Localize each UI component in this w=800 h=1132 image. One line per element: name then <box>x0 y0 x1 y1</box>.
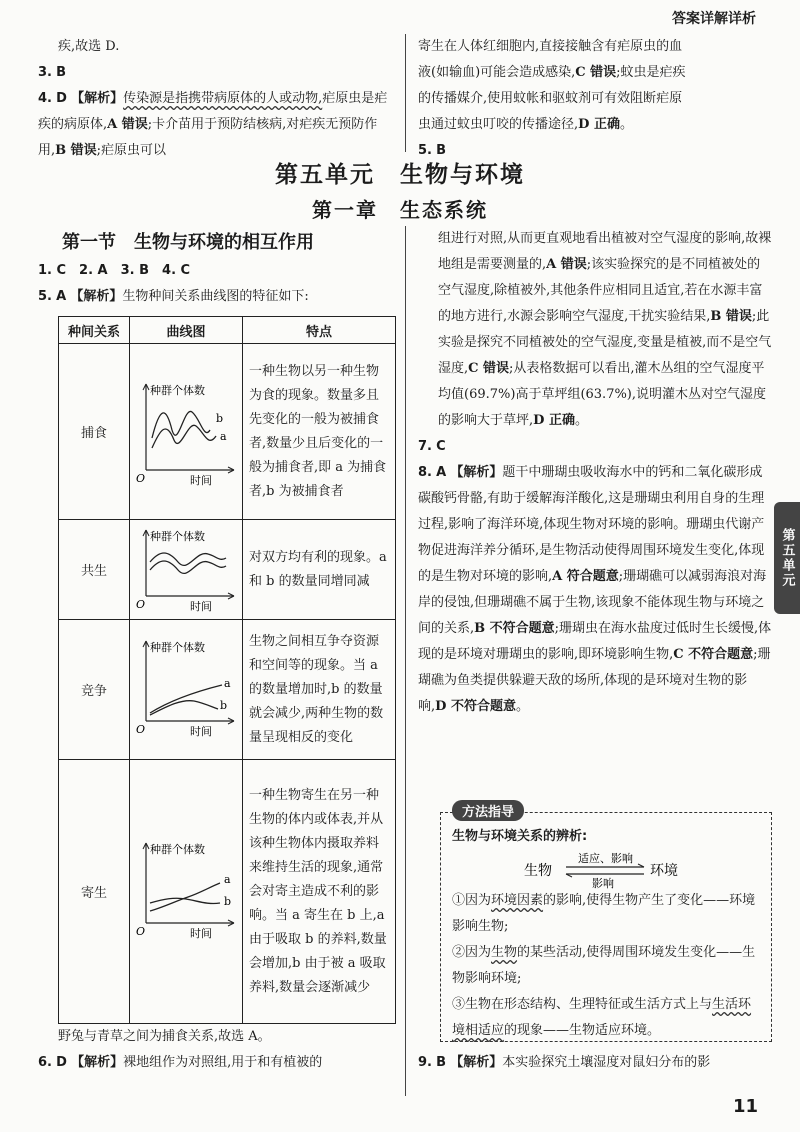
table-row <box>59 344 396 520</box>
table-row <box>59 760 396 1024</box>
chart-cell <box>130 620 243 760</box>
answer-letter: B <box>436 143 447 158</box>
explanation-text: 液(如输血)可能会造成感染, <box>418 65 576 80</box>
answer-letter: B <box>436 1055 447 1070</box>
q-number: 8. <box>418 465 432 480</box>
header-cell: 种间关系 <box>59 317 130 344</box>
feature-cell: 一种生物以另一种生物为食的现象。数量多且先变化的一般为被捕食者,数量少且后变化的一般为捕食者,即 a 为捕食者,b 为被捕食者 <box>243 344 396 520</box>
explanation-text: ;珊瑚礁可以减弱海浪对海岸的侵蚀,但珊瑚礁不属于生物,该现象不能体现生物与环境之间的关系, <box>418 569 767 636</box>
answer-9-block <box>418 1050 772 1076</box>
top-right-continuation <box>418 34 772 164</box>
verdict: A 符合题意 <box>552 569 619 584</box>
answer-6 <box>38 1050 392 1076</box>
q-number: 6. <box>38 1055 52 1070</box>
verdict: D 不符合题意 <box>435 699 516 714</box>
explanation-text: ;疟原虫可以 <box>96 143 167 158</box>
curve-label-b: b <box>216 411 224 425</box>
origin-label: O <box>136 597 146 611</box>
explanation-line <box>418 60 772 86</box>
q-number: 5. <box>418 143 432 158</box>
top-left-continuation <box>38 34 392 164</box>
explanation-line <box>418 112 772 138</box>
explanation-text: ;从表格数据可以看出,灌木丛组的空气湿度平均值(69.7%)高于草坪组(63.7%),说明灌木丛对空气湿度的影响大于草坪, <box>438 361 767 428</box>
q-number: 3. <box>38 65 52 80</box>
curve-label-a: a <box>224 872 231 886</box>
verdict: A 错误 <box>546 257 587 272</box>
curve-label-b: b <box>220 698 228 712</box>
explanation-text: ;该实验探究的是不同植被处的空气湿度,除植被外,其他条件应相同且适宜,若在水源丰富的地方进行,水源会影响空气湿度,干扰实验结果, <box>438 257 763 324</box>
curve-b <box>150 898 220 903</box>
origin-label: O <box>136 471 146 485</box>
column-divider <box>405 34 406 152</box>
answer-letter: B <box>56 65 67 80</box>
chart-cell <box>130 520 243 620</box>
explanation-text: 裸地组作为对照组,用于和有植被的 <box>123 1055 323 1070</box>
q6-continued <box>418 226 772 434</box>
arrow-top-label: 适应、影响 <box>578 852 633 865</box>
item-keyword: 生活环境相适应 <box>452 997 752 1038</box>
x-axis-label: 时间 <box>190 724 212 738</box>
explanation-text: 本实验探究土壤湿度对鼠妇分布的影 <box>502 1055 711 1070</box>
item-text: ①因为 <box>452 893 492 908</box>
q-number: 5. <box>38 289 52 304</box>
item-keyword: 生物 <box>491 945 518 960</box>
answer-9 <box>418 1050 772 1076</box>
diagram-left-label: 生物 <box>524 863 552 879</box>
mutualism-curve-chart <box>130 522 242 614</box>
origin-label: O <box>136 722 146 736</box>
method-heading: 生物与环境关系的辨析: <box>452 829 588 844</box>
curve-b <box>152 411 210 438</box>
curve-label-a: a <box>224 676 231 690</box>
chapter-title: 第一章 生态系统 <box>312 198 488 222</box>
relation-table <box>58 316 396 1024</box>
q-number: 4. <box>38 91 52 106</box>
explanation-text: 题干中珊瑚虫吸收海水中的钙和二氧化碳形成碳酸钙骨骼,有助于缓解海洋酸化,这是珊瑚虫利用自身的生理过程,影响了海洋环境,体现生物对环境的影响。珊瑚虫代谢产物促进海洋养分循环,是生物活动使得周围环境发生变化,体现的是生物对环境的影响, <box>418 465 765 584</box>
answer-letter: C <box>436 439 446 454</box>
explanation-text: 。 <box>574 413 588 428</box>
answer-8 <box>418 460 772 720</box>
item-text: ③生物在形态结构、生理特征或生活方式上与 <box>452 997 713 1012</box>
x-axis-label: 时间 <box>190 926 212 940</box>
left-column <box>38 258 392 310</box>
x-axis-label: 时间 <box>190 599 212 613</box>
item-text: ②因为 <box>452 945 492 960</box>
section-title: 第一节 生物与环境的相互作用 <box>62 232 314 253</box>
analysis-tag: 【解析】 <box>71 1055 124 1070</box>
page-header-title: 答案详解详析 <box>672 11 756 27</box>
explanation-text: ;珊瑚礁为鱼类提供躲避天敌的场所,体现的是环境对生物的影响, <box>418 647 771 714</box>
curve-a <box>150 553 226 565</box>
explanation-text: ;卡介苗用于预防 <box>147 117 244 132</box>
relation-name: 共生 <box>59 520 130 620</box>
parasitism-curve-chart <box>130 835 242 945</box>
answer-3 <box>38 60 392 86</box>
explanation-text: 。 <box>515 699 529 714</box>
header-cell: 曲线图 <box>130 317 243 344</box>
explanation-text: 组进行对照,从而更直观地看出植被对空气湿度的影响,故裸地组是需要测量的, <box>438 231 772 272</box>
curve-label-a: a <box>220 429 227 443</box>
y-axis-label: 种群个体数 <box>150 640 205 654</box>
verdict: C 错误 <box>468 361 510 376</box>
explanation-text: 虫通过蚊虫叮咬的传播途径, <box>418 117 579 132</box>
verdict: D 正确 <box>578 117 620 132</box>
y-axis-label: 种群个体数 <box>150 529 205 543</box>
y-axis-label: 种群个体数 <box>150 842 205 856</box>
feature-cell: 对双方均有利的现象。a 和 b 的数量同增同减 <box>243 520 396 620</box>
answer-7 <box>418 434 772 460</box>
explanation-text: 疟原虫是疟疾的病原体, <box>38 91 388 132</box>
conclusion-line: 野兔与青草之间为捕食关系,故选 A。 <box>58 1029 271 1044</box>
curve-label-b: b <box>224 894 232 908</box>
explanation-text: 结核病,对疟疾无预防作用, <box>38 117 378 158</box>
item-text: 的现象——生物适应环境。 <box>504 1023 661 1038</box>
explanation-text: ;珊瑚虫在海水盐度过低时生长缓慢,体现的是环境对珊瑚虫的影响,即环境影响生物, <box>418 621 772 662</box>
chart-cell <box>130 344 243 520</box>
feature-cell: 一种生物寄生在另一种生物的体内或体表,并从该种生物体内摄取养料来维持生活的现象,通常会对寄主造成不利的影响。当 a 寄生在 b 上,a 由于吸取 b 的养料,数量会增加,b 由于被 a 吸取养料,数量会逐渐减少 <box>243 760 396 1024</box>
answer-letter: A <box>56 289 67 304</box>
relation-name: 寄生 <box>59 760 130 1024</box>
relation-name: 竞争 <box>59 620 130 760</box>
left-column-bottom <box>38 1024 392 1076</box>
method-items <box>452 888 764 1044</box>
explanation-text: 。 <box>619 117 633 132</box>
verdict: B 错误 <box>710 309 752 324</box>
curve-a <box>150 685 222 713</box>
answer-letter: D <box>56 91 67 106</box>
chart-cell <box>130 760 243 1024</box>
unit-side-tab: 第五单元 <box>774 502 800 614</box>
verdict: C 错误 <box>575 65 617 80</box>
verdict: C 不符合题意 <box>673 647 754 662</box>
origin-label: O <box>136 924 146 938</box>
answer-letter: D <box>56 1055 67 1070</box>
answer-5-left <box>38 284 392 310</box>
column-divider <box>405 226 406 1096</box>
item-text: 的某些活动,使得周围环境发生变化——生物影响环境; <box>452 945 756 986</box>
feature-cell: 生物之间相互争夺资源和空间等的现象。当 a 的数量增加时,b 的数量就会减少,两种生物的数量呈现相反的变化 <box>243 620 396 760</box>
verdict: A 错误 <box>107 117 148 132</box>
method-guide-title: 方法指导 <box>452 800 524 821</box>
table-row <box>59 620 396 760</box>
x-axis-label: 时间 <box>190 473 212 487</box>
method-item-1 <box>452 888 764 940</box>
y-axis-label: 种群个体数 <box>150 383 205 397</box>
verdict: B 错误 <box>55 143 97 158</box>
arrow-bottom-label: 影响 <box>592 877 614 890</box>
table-row <box>59 520 396 620</box>
answers-line: 1. C 2. A 3. B 4. C <box>38 263 191 278</box>
item-text: 的影响,使得生物产生了变化——环境影响生物; <box>452 893 756 934</box>
curve-a <box>152 425 216 448</box>
table-header-row <box>59 317 396 344</box>
continuation-line: 疾,故选 D. <box>58 39 120 54</box>
verdict: B 不符合题意 <box>474 621 555 636</box>
explanation-line: 的传播媒介,使用蚊帐和驱蚊剂可有效阻断疟原 <box>418 91 683 106</box>
curve-a <box>150 883 220 911</box>
key-phrase: 传染源是指携带病原体的人或动物, <box>123 91 323 106</box>
analysis-tag: 【解析】 <box>450 465 503 480</box>
analysis-tag: 【解析】 <box>71 91 124 106</box>
competition-curve-chart <box>130 633 242 743</box>
answer-letter: A <box>436 465 447 480</box>
diagram-right-label: 环境 <box>650 863 678 879</box>
q-number: 7. <box>418 439 432 454</box>
analysis-tag: 【解析】 <box>70 289 123 304</box>
explanation-text: ;蚊虫是疟疾 <box>616 65 686 80</box>
relation-diagram <box>520 850 700 890</box>
method-item-2 <box>452 940 764 992</box>
curve-b <box>150 561 226 573</box>
right-column <box>418 226 772 720</box>
answer-4 <box>38 86 392 164</box>
q-number: 9. <box>418 1055 432 1070</box>
method-item-3 <box>452 992 764 1044</box>
header-cell: 特点 <box>243 317 396 344</box>
explanation-text: 生物种间关系曲线图的特征如下: <box>122 289 309 304</box>
explanation-line: 寄生在人体红细胞内,直接接触含有疟原虫的血 <box>418 39 683 54</box>
analysis-tag: 【解析】 <box>450 1055 503 1070</box>
predation-curve-chart <box>130 370 242 490</box>
verdict: D 正确 <box>533 413 575 428</box>
relation-name: 捕食 <box>59 344 130 520</box>
explanation-text: ;此实验是探究不同植被处的空气湿度,变量是植被,而不是空气湿度, <box>438 309 772 376</box>
unit-title: 第五单元 生物与环境 <box>275 162 525 188</box>
page-number: 11 <box>732 1096 758 1117</box>
item-keyword: 环境因素 <box>491 893 544 908</box>
